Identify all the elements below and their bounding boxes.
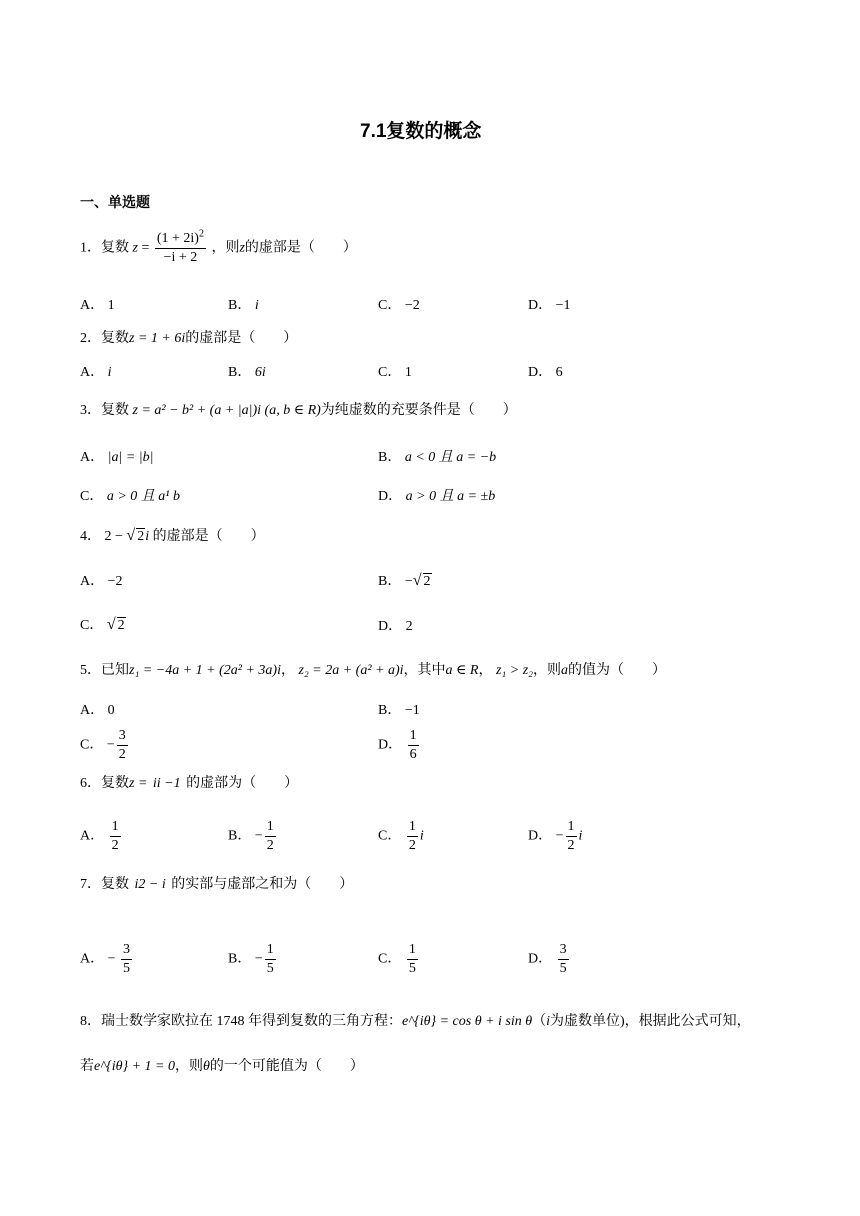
q3-option-a: A． |a| = |b| xyxy=(80,450,154,465)
question-2: 2．复数z = 1 + 6i的虚部是（ ） xyxy=(80,331,298,346)
q2-option-d: D． 6 xyxy=(528,365,563,380)
q6-option-c: C． $\frac{1}{2}$ i xyxy=(378,819,424,853)
question-8-line-1: 8．瑞士数学家欧拉在 1748 年得到复数的三角方程：e^{iθ} = cos θ + i sin θ（i为虚数单位)，根据此公式可知， xyxy=(80,1014,751,1029)
q7-option-c: C． $\frac{1}{5}$ xyxy=(378,942,416,976)
q5-option-b: B． −1 xyxy=(378,703,420,718)
q4-option-d: D． 2 xyxy=(378,619,413,634)
q7-option-a: A． − $\frac{3}{5}$ xyxy=(80,942,131,976)
q6-option-d: D． − $\frac{1}{2}$ i xyxy=(528,819,583,853)
page-title: 7.1复数的概念 xyxy=(360,121,482,142)
q4-option-a: A． −2 xyxy=(80,574,123,589)
q6-option-a: A． $\frac{1}{2}$ xyxy=(80,819,119,853)
q3-option-b: B． a < 0 且 a = −b xyxy=(378,450,497,465)
q4-option-b: B． −√ 2 xyxy=(378,572,431,589)
question-4: 4． 2 − √ 2i 的虚部是（ ） xyxy=(80,527,265,544)
q1-option-a: A． 1 xyxy=(80,298,115,313)
q5-option-d: D． $\frac{1}{6}$ xyxy=(378,728,417,762)
q7-option-b: B． − $\frac{1}{5}$ xyxy=(228,942,274,976)
q1-option-b: B． i xyxy=(228,298,259,313)
q6-option-b: B． − $\frac{1}{2}$ xyxy=(228,819,274,853)
q1-option-d: D． −1 xyxy=(528,298,571,313)
q5-option-a: A． 0 xyxy=(80,703,115,718)
q4-option-c: C． √ 2 xyxy=(80,616,125,633)
q2-option-a: A． i xyxy=(80,365,112,380)
question-6: 6．复数z = ii −1 的虚部为（ ） xyxy=(80,775,299,791)
question-5: 5．已知z₁ = −4a + 1 + (2a² + 3a)i， z₂ = 2a + (a² + a)i，其中a ∈ R， z₁ > z₂，则a的值为（ ） xyxy=(80,663,667,678)
question-7: 7．复数 i2 − i 的实部与虚部之和为（ ） xyxy=(80,876,354,892)
q2-option-b: B． 6i xyxy=(228,365,266,380)
q5-option-c: C． − $\frac{3}{2}$ xyxy=(80,728,126,762)
q2-option-c: C． 1 xyxy=(378,365,412,380)
q3-option-c: C． a > 0 且 a¹ b xyxy=(80,489,180,504)
q1-fraction: $\frac{(1 + 2i)^2}{-i + 2}$ xyxy=(156,228,204,265)
q7-option-d: D． $\frac{3}{5}$ xyxy=(528,942,567,976)
question-3: 3．复数 z = a² − b² + (a + |a|)i (a, b ∈ R)为纯虚数的充要条件是（ ） xyxy=(80,403,517,418)
question-8-line-2: 若e^{iθ} + 1 = 0，则θ的一个可能值为（ ） xyxy=(80,1059,364,1074)
section-heading: 一、单选题 xyxy=(80,194,150,210)
q3-option-d: D． a > 0 且 a = ±b xyxy=(378,489,496,504)
question-1: 1．复数 z = $\frac{(1 + 2i)^2}{-i + 2}$ ，则z的虚部是（ ） xyxy=(80,228,357,265)
q1-option-c: C． −2 xyxy=(378,298,420,313)
